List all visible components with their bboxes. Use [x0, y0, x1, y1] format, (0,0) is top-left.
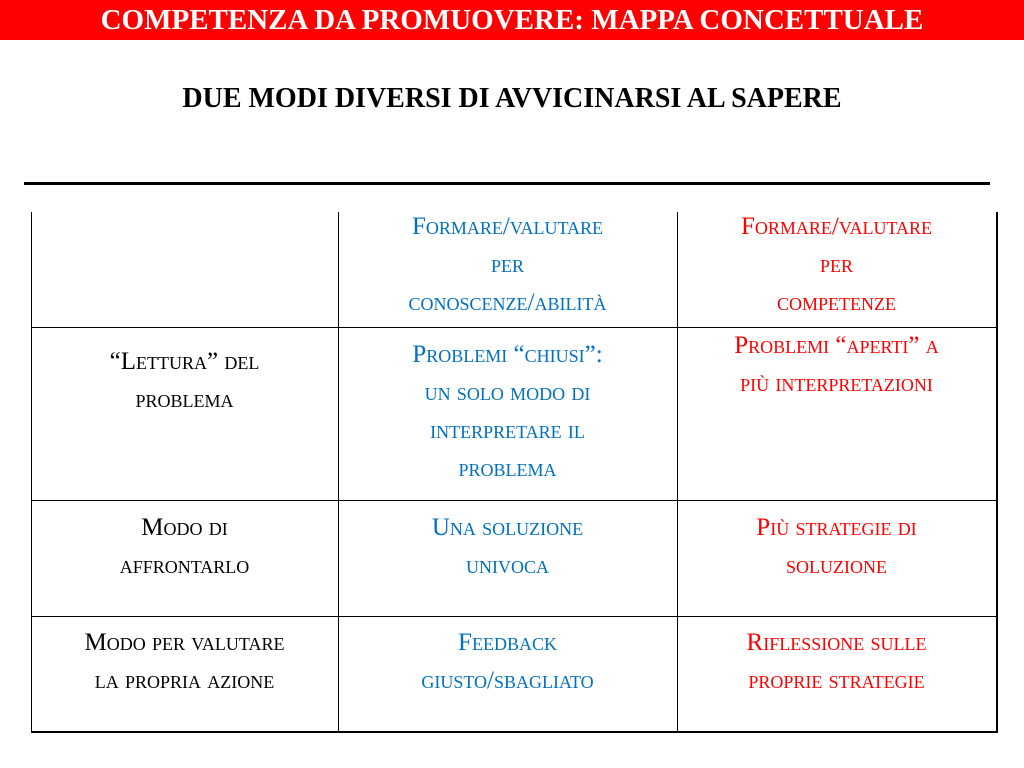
header-line: competenze [777, 289, 896, 316]
cell-line: proprie strategie [748, 667, 925, 694]
table-border-bottom [31, 731, 998, 733]
page-title: COMPETENZA DA PROMUOVERE: MAPPA CONCETTUALE [100, 4, 924, 36]
header-line: Formare/valutare [411, 213, 604, 240]
label-line: la propria azione [94, 667, 275, 694]
cell-line: Problemi “aperti” a [734, 332, 939, 359]
cell-line: più interpretazioni [740, 370, 933, 397]
cell-line: interpretare il [430, 417, 585, 444]
label-line: Modo per valutare [84, 629, 285, 656]
cell-riflessione [677, 624, 996, 700]
cell-line: Feedback [458, 629, 557, 656]
cell-line: univoca [466, 552, 549, 579]
column-header-conoscenze [338, 208, 677, 322]
label-line: Modo di [141, 514, 228, 541]
row-label-lettura [31, 343, 338, 419]
cell-problemi-chiusi [338, 336, 677, 488]
cell-line: giusto/sbagliato [421, 667, 594, 694]
cell-line: Una soluzione [431, 514, 584, 541]
header-line: per [490, 251, 524, 278]
cell-line: Problemi “chiusi”: [412, 341, 603, 368]
cell-line: problema [458, 455, 557, 482]
cell-line: Riflessione sulle [746, 629, 927, 656]
row-label-modo-valutare [31, 624, 338, 700]
header-line: conoscenze/abilità [408, 289, 607, 316]
cell-line: soluzione [786, 552, 887, 579]
cell-soluzione-univoca [338, 509, 677, 585]
title-banner [0, 0, 1024, 40]
table-row-separator [31, 500, 998, 501]
table-border-right [996, 212, 998, 732]
label-line: problema [135, 386, 234, 413]
cell-line: un solo modo di [424, 379, 591, 406]
header-line: Formare/valutare [740, 213, 933, 240]
cell-line: Più strategie di [756, 514, 917, 541]
page-subtitle: DUE MODI DIVERSI DI AVVICINARSI AL SAPERE [182, 83, 842, 114]
title-divider [24, 182, 990, 185]
label-line: affrontarlo [119, 552, 250, 579]
column-header-competenze [677, 208, 996, 322]
cell-problemi-aperti [677, 327, 996, 403]
label-line: “Lettura” del [109, 348, 260, 375]
table-row-separator [31, 616, 998, 617]
cell-feedback [338, 624, 677, 700]
cell-piu-strategie [677, 509, 996, 585]
header-line: per [819, 251, 853, 278]
row-label-modo-affrontarlo [31, 509, 338, 585]
